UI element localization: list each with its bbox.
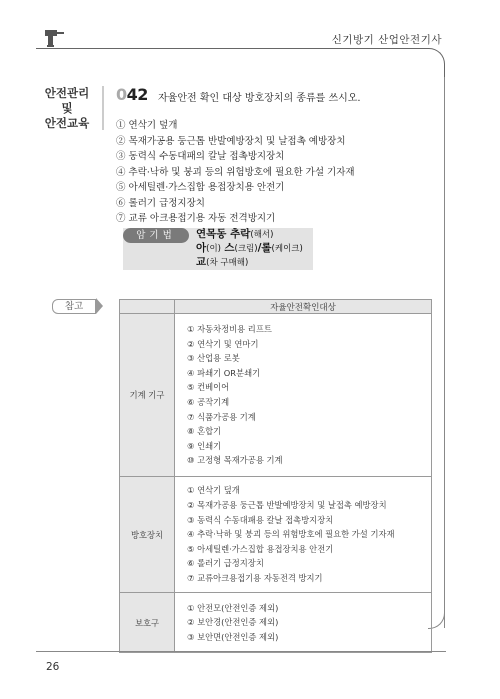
table-item: ④ 추락·낙하 및 붕괴 등의 위험방호에 필요한 가설 기자재 <box>187 529 395 540</box>
reference-arrow-icon <box>96 298 103 314</box>
mnemonic-key: 교 <box>196 256 207 268</box>
table-category: 방호장치 <box>120 477 175 593</box>
table-item: ③ 보안면(안전인증 제외) <box>187 631 279 642</box>
answer-item: ⑤ 아세틸렌·가스집합 용접장치용 안전기 <box>116 182 285 193</box>
table-header-row <box>120 300 432 314</box>
header-divider <box>36 48 428 49</box>
table-item: ① 자동차정비용 리프트 <box>187 324 272 335</box>
section-label-line3: 안전교육 <box>44 116 90 130</box>
right-margin-line <box>444 77 445 628</box>
table-item: ⑧ 혼합기 <box>187 426 222 437</box>
mnemonic-tag: 암기법 <box>123 228 189 243</box>
table-item: ⑥ 롤러기 급정지장치 <box>187 558 264 569</box>
mnemonic-hint: (케이크) <box>271 244 303 254</box>
answer-item: ② 목재가공용 둥근톱 반발예방장치 및 날접촉 예방장치 <box>116 135 346 147</box>
mnemonic-key: 아 <box>196 242 207 254</box>
mnemonic-hint: (해서) <box>250 230 274 240</box>
answer-item: ⑥ 롤러기 급정지장치 <box>116 197 205 209</box>
table-column-header: 자율안전확인대상 <box>175 300 432 314</box>
table-category: 기계 기구 <box>120 314 175 477</box>
table-item: ③ 동력식 수동대패용 칼날 접촉방지장치 <box>187 514 334 525</box>
table-row <box>120 477 432 593</box>
question-number-value: 42 <box>126 85 148 104</box>
answer-item: ③ 동력식 수동대패의 칼날 접촉방지장치 <box>116 151 285 162</box>
table-item: ④ 파쇄기 OR분쇄기 <box>187 367 261 378</box>
table-category: 보호구 <box>120 593 175 653</box>
footer-divider <box>36 651 446 652</box>
table-items <box>175 477 432 593</box>
table-item: ② 보안경(안전인증 제외) <box>187 617 279 628</box>
table-items <box>175 593 432 653</box>
table-item: ③ 산업용 로봇 <box>187 353 240 364</box>
question-number-prefix: 0 <box>116 85 127 104</box>
table-item: ⑦ 교류아크용접기용 자동전격 방지기 <box>187 572 323 583</box>
drill-icon <box>44 26 66 48</box>
table-item: ② 연삭기 및 연마기 <box>187 338 259 349</box>
table-item: ① 안전모(안전인증 제외) <box>187 602 279 613</box>
answer-list <box>116 118 355 227</box>
mnemonic-line-2 <box>196 241 303 255</box>
table-item: ⑦ 식품가공용 기계 <box>187 411 256 422</box>
mnemonic-key: 연목동 추락 <box>196 228 251 240</box>
question-text: 자율안전 확인 대상 방호장치의 종류를 쓰시오. <box>158 93 361 104</box>
mnemonic-key: 스 <box>224 242 235 254</box>
section-label <box>34 86 100 131</box>
table-item: ⑥ 공작기계 <box>187 397 230 407</box>
section-label-line2: 및 <box>61 101 73 115</box>
header-corner <box>427 48 445 78</box>
table-header-blank <box>120 300 175 314</box>
table-row <box>120 314 432 477</box>
question-number <box>116 85 148 104</box>
page-number: 26 <box>46 661 60 673</box>
mnemonic-key: /롤 <box>257 242 272 254</box>
table-item: ① 연삭기 덮개 <box>187 485 240 496</box>
mnemonic-line-1 <box>196 227 303 241</box>
mnemonic-hint: (이) <box>206 244 221 254</box>
reference-table <box>119 299 432 653</box>
table-item: ⑨ 인쇄기 <box>187 440 222 451</box>
table-item: ⑤ 컨베이어 <box>187 382 230 393</box>
section-label-line1: 안전관리 <box>44 86 90 100</box>
mnemonic-hint: (크림) <box>234 244 258 254</box>
section-divider <box>102 86 104 130</box>
answer-item: ④ 추락·낙하 및 붕괴 등의 위험방호에 필요한 가설 기자재 <box>116 166 355 178</box>
answer-item: ⑦ 교류 아크용접기용 자동 전격방지기 <box>116 213 276 224</box>
table-item: ② 목재가공용 둥근톱 반발예방장치 및 날접촉 예방장치 <box>187 500 387 511</box>
mnemonic-line-3 <box>196 255 303 269</box>
reference-tab: 참고 <box>52 299 96 314</box>
mnemonic-hint: (차 구매해) <box>206 258 249 268</box>
table-items <box>175 314 432 477</box>
mnemonic-text <box>196 227 303 269</box>
table-row <box>120 593 432 653</box>
book-title: 신기방기 산업안전기사 <box>331 34 442 46</box>
table-item: ⑤ 아세틸렌·가스집합 용접장치용 안전기 <box>187 543 334 554</box>
answer-item: ① 연삭기 덮개 <box>116 120 178 131</box>
table-item: ⑩ 고정형 목재가공용 기계 <box>187 455 283 466</box>
